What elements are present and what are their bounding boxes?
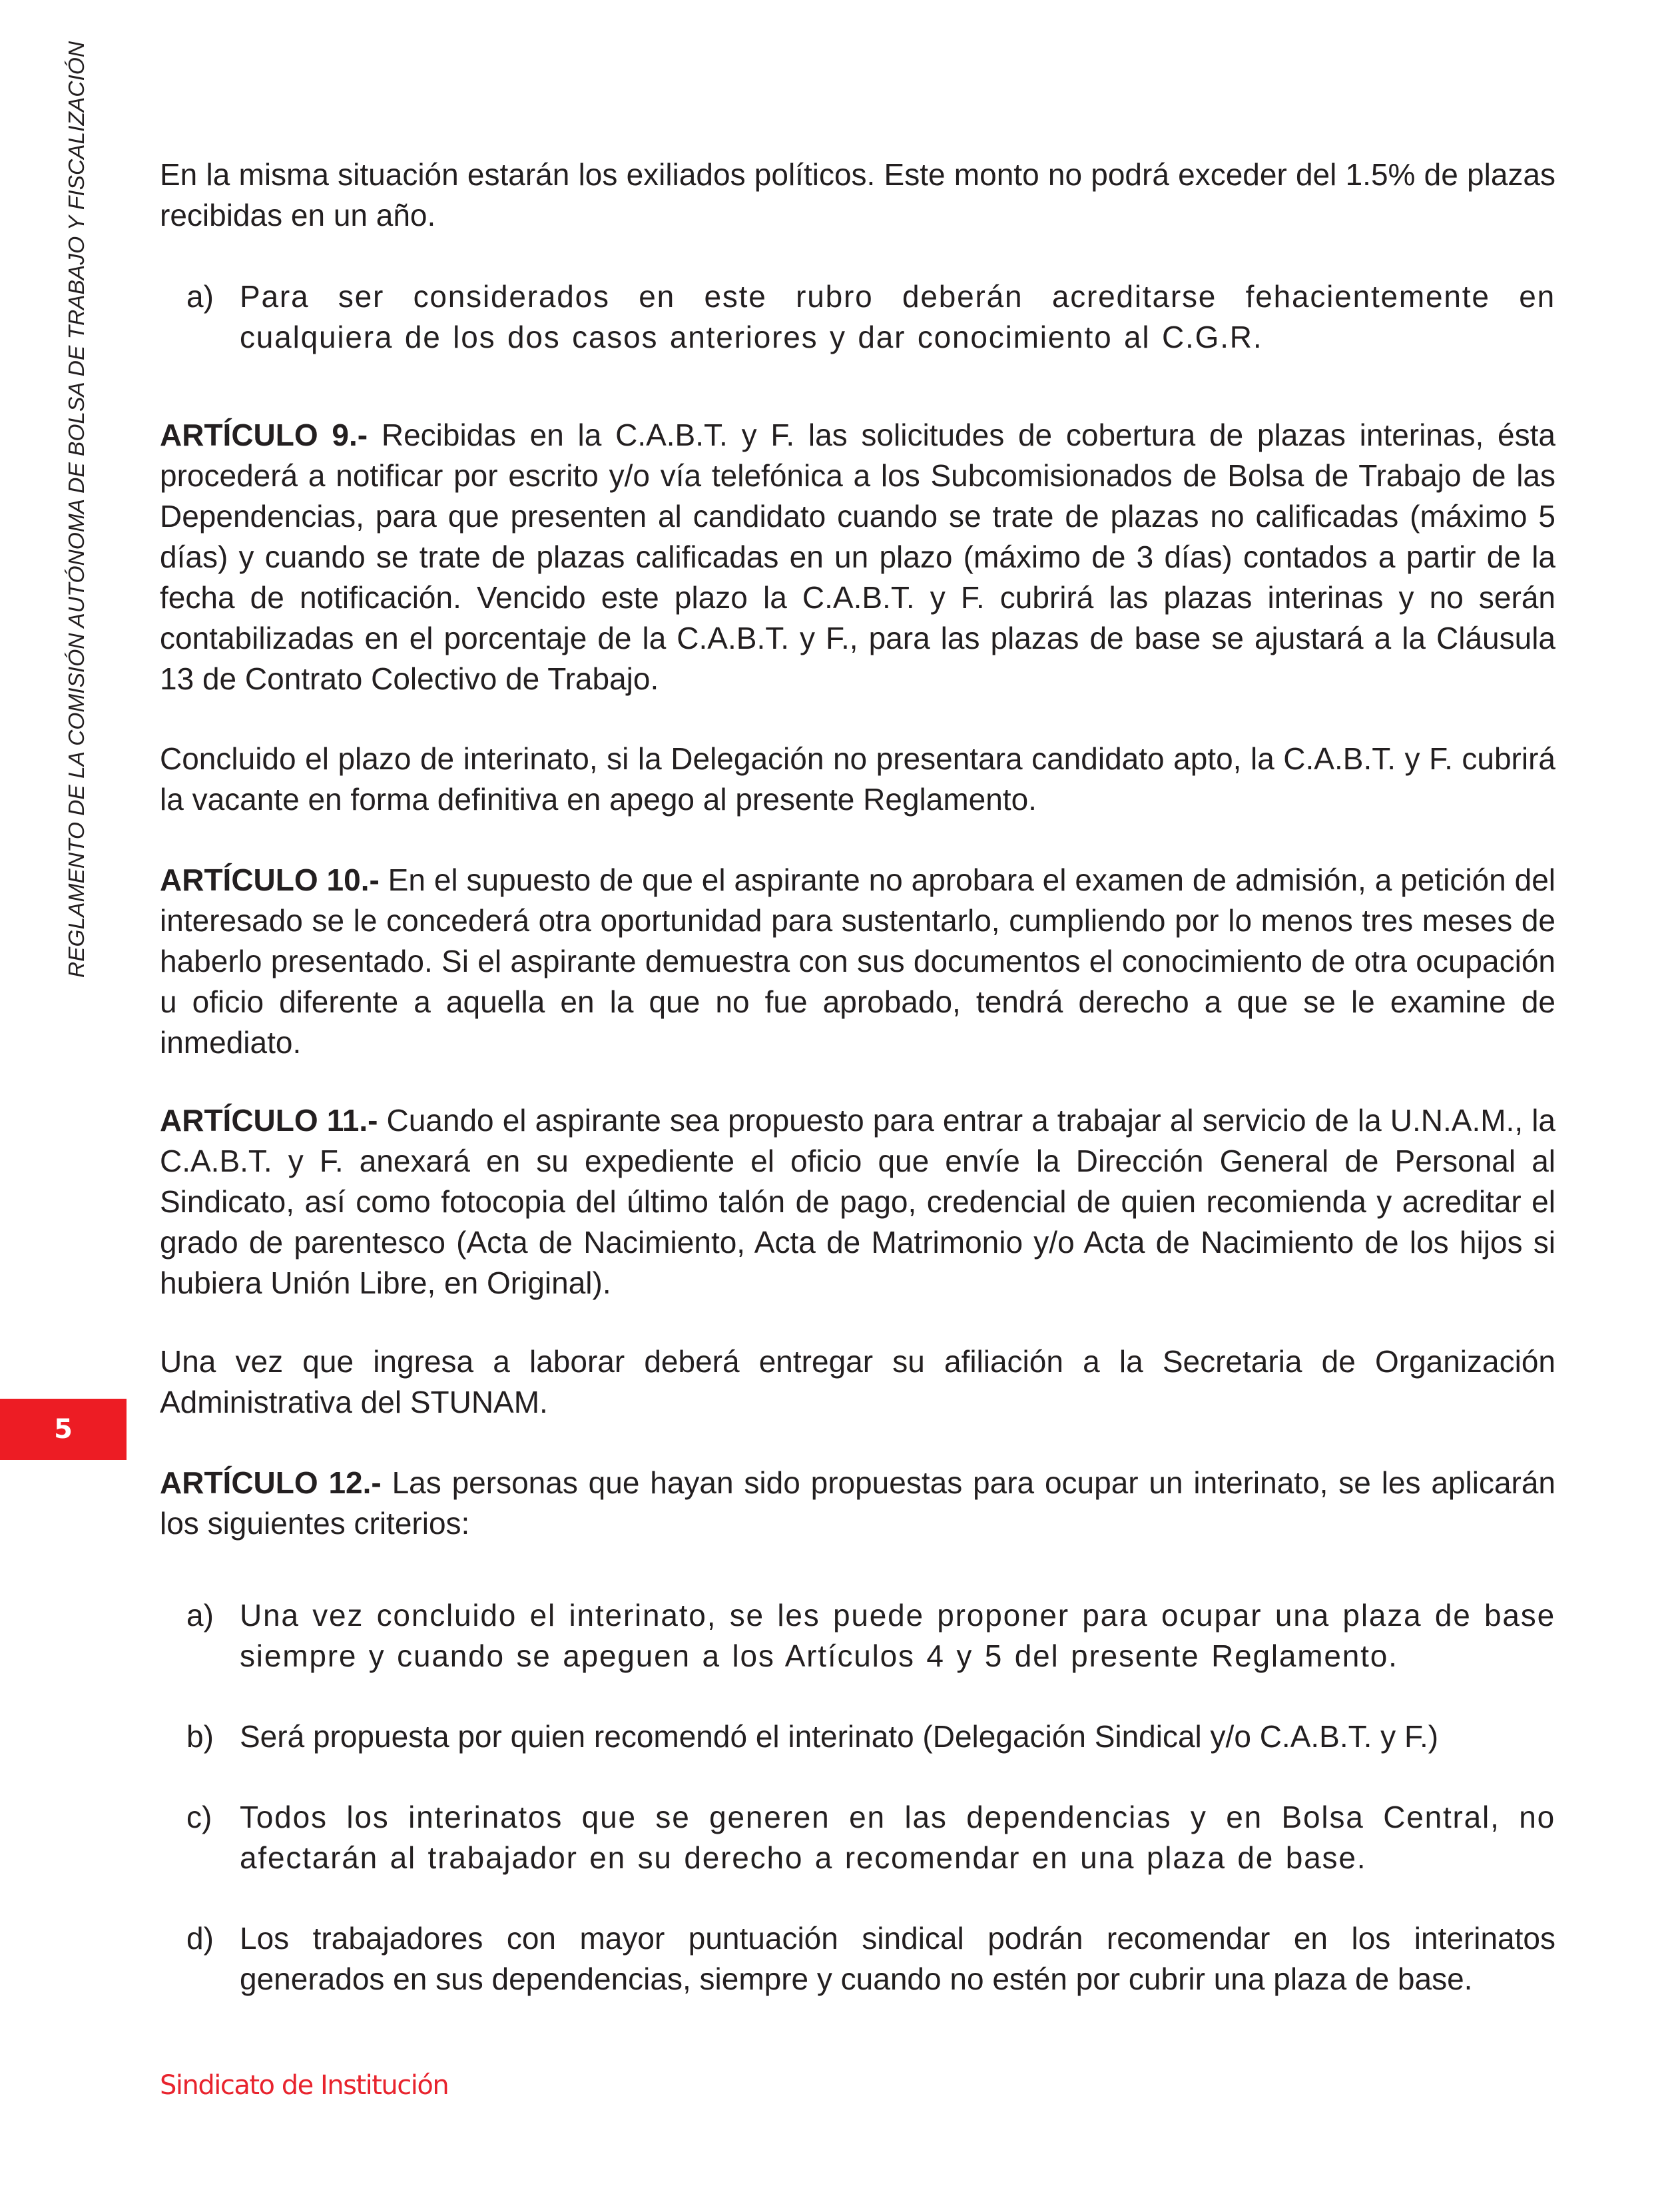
- page-number-badge: [0, 1399, 127, 1460]
- article-12-item-a: [160, 1595, 1555, 1676]
- list-item-text: Una vez concluido el interinato, se les puede proponer para ocupar una plaza de base siempre y cuando se apeguen a los Artículos 4 y 5 del presente Reglamento.: [240, 1598, 1555, 1673]
- article-9-heading: ARTÍCULO 9.-: [160, 418, 368, 452]
- article-12: [160, 1463, 1555, 1544]
- list-item-text: Todos los interinatos que se generen en las dependencias y en Bolsa Central, no afectarán al trabajador en su derecho a recomendar en una plaza de base.: [240, 1800, 1555, 1875]
- side-running-title: REGLAMENTO DE LA COMISIÓN AUTÓNOMA DE BOLSA DE TRABAJO Y FISCALIZACIÓN: [65, 41, 89, 978]
- article-9-followup: Concluido el plazo de interinato, si la Delegación no presentara candidato apto, la C.A.B.T. y F. cubrirá la vacante en forma definitiva en apego al presente Reglamento.: [160, 741, 1555, 817]
- article-12-text: Las personas que hayan sido propuestas para ocupar un interinato, se les aplicarán los siguientes criterios:: [160, 1465, 1556, 1541]
- article-11-text: Cuando el aspirante sea propuesto para entrar a trabajar al servicio de la U.N.A.M., la C.A.B.T. y F. anexará en su expediente el oficio que envíe la Dirección General de Personal al Sindicato, así como fotocopia del último talón de pago, credencial de quien recomienda y acreditar el grado de parentesco (Acta de Nacimiento, Acta de Matrimonio y/o Acta de Nacimiento de los hijos si hubiera Unión Libre, en Original).: [160, 1103, 1555, 1300]
- article-10-heading: ARTÍCULO 10.-: [160, 863, 380, 897]
- article-11: [160, 1100, 1555, 1303]
- list-marker: a): [186, 279, 214, 314]
- article-11-followup: Una vez que ingresa a laborar deberá entregar su afiliación a la Secretaria de Organización Administrativa del STUNAM.: [160, 1344, 1555, 1419]
- intro-paragraph: En la misma situación estarán los exiliados políticos. Este monto no podrá exceder del 1.5% de plazas recibidas en un año.: [160, 157, 1555, 232]
- intro-list-item-a: [160, 276, 1555, 358]
- list-marker: d): [186, 1921, 214, 1956]
- article-9: [160, 415, 1555, 699]
- article-12-item-c: [160, 1797, 1555, 1878]
- article-12-heading: ARTÍCULO 12.-: [160, 1465, 382, 1500]
- list-marker: c): [186, 1800, 212, 1834]
- article-9-text: Recibidas en la C.A.B.T. y F. las solicitudes de cobertura de plazas interinas, ésta procederá a notificar por escrito y/o vía telefónica a los Subcomisionados de Bolsa de Trabajo de las Dependencias, para que presenten al candidato cuando se trate de plazas no calificadas (máximo 5 días) y cuando se trate de plazas calificadas en un plazo (máximo de 3 días) contados a partir de la fecha de notificación. Vencido este plazo la C.A.B.T. y F. cubrirá las plazas interinas y no serán contabilizadas en el porcentaje de la C.A.B.T. y F., para las plazas de base se ajustará a la Cláusula 13 de Contrato Colectivo de Trabajo.: [160, 418, 1556, 696]
- footer-organization: Sindicato de Institución: [160, 2070, 449, 2101]
- list-item-text: Los trabajadores con mayor puntuación sindical podrán recomendar en los interinatos generados en sus dependencias, siempre y cuando no estén por cubrir una plaza de base.: [240, 1921, 1555, 1996]
- list-item-text: Será propuesta por quien recomendó el interinato (Delegación Sindical y/o C.A.B.T. y F.): [240, 1719, 1439, 1754]
- list-item-text: Para ser considerados en este rubro deberán acreditarse fehacientemente en cualquiera de los dos casos anteriores y dar conocimiento al C.G.R.: [240, 279, 1555, 354]
- list-marker: a): [186, 1598, 214, 1633]
- article-10: [160, 860, 1555, 1063]
- article-12-item-b: [160, 1716, 1555, 1757]
- article-11-heading: ARTÍCULO 11.-: [160, 1103, 378, 1138]
- list-marker: b): [186, 1719, 214, 1754]
- page-number: 5: [54, 1414, 73, 1445]
- article-10-text: En el supuesto de que el aspirante no aprobara el examen de admisión, a petición del interesado se le concederá otra oportunidad para sustentarlo, cumpliendo por lo menos tres meses de haberlo presentado. Si el aspirante demuestra con sus documentos el conocimiento de otra ocupación u oficio diferente a aquella en la que no fue aprobado, tendrá derecho a que se le examine de inmediato.: [160, 863, 1555, 1060]
- article-12-item-d: [160, 1918, 1555, 2000]
